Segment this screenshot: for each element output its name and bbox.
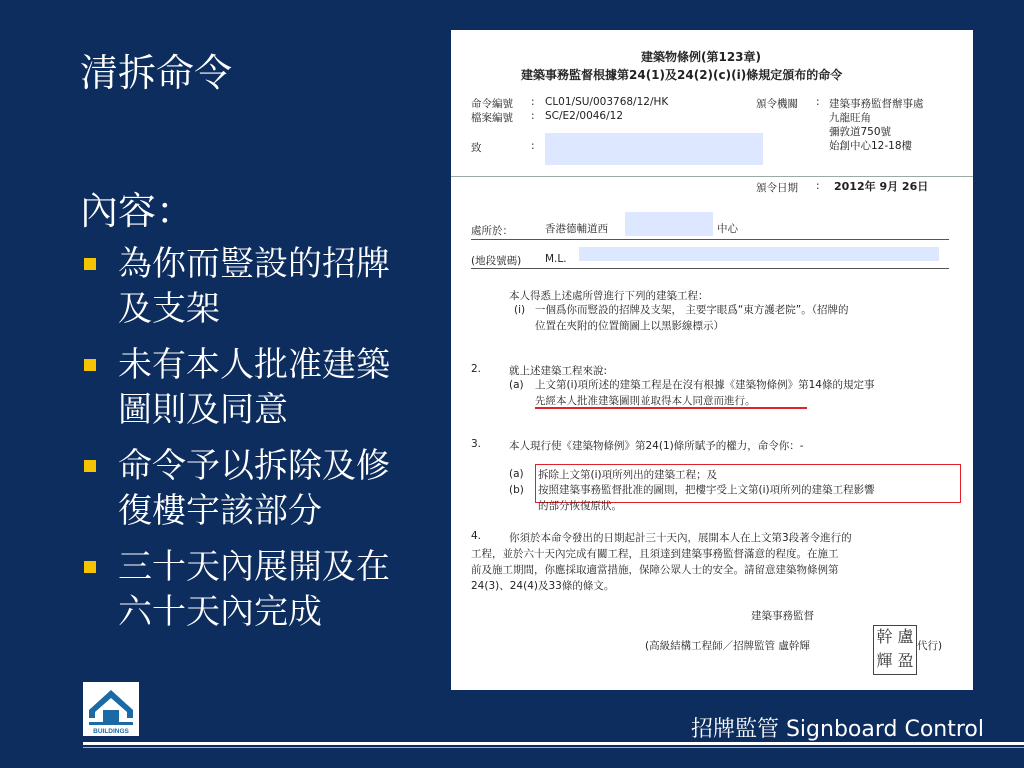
order-no-label: 命令編號 xyxy=(471,98,513,110)
to-label: 致 xyxy=(471,142,482,154)
redacted-lot-number xyxy=(579,247,939,261)
bullet-text: 未有本人批准建築圖則及同意 xyxy=(118,345,390,430)
doc-header-line1: 建築物條例(第123章) xyxy=(641,50,762,64)
para3-b-line1: 按照建築事務監督批准的圖則，把樓宇受上文第(i)項所列的建築工程影響 xyxy=(538,484,875,496)
signature-chop-stamp: 幹 盧 輝 盈 xyxy=(873,625,917,675)
para3-a-label: (a) xyxy=(509,468,524,480)
redacted-recipient xyxy=(545,133,763,165)
para1-i-line2: 位置在夾附的位置簡圖上以黑影線標示） xyxy=(535,320,724,332)
house-logo-icon xyxy=(83,682,139,736)
bullet-text: 為你而豎設的招牌及支架 xyxy=(118,244,390,329)
logo-text: BUILDINGS xyxy=(93,728,129,735)
slide-title: 清拆命令 xyxy=(80,51,233,95)
file-no-label: 檔案編號 xyxy=(471,112,513,124)
issuer-line: 始創中心12-18樓 xyxy=(829,140,913,152)
bullet-item xyxy=(82,444,412,534)
lot-value: M.L. xyxy=(545,253,567,265)
bullet-item xyxy=(82,343,412,433)
footer-title: 招牌監管 Signboard Control xyxy=(690,717,984,742)
para1-i-line1: 一個爲你而豎設的招牌及支架， 主要字眼爲“東方護老院”。（招牌的 xyxy=(535,304,849,316)
location-value: 香港德輔道西 xyxy=(545,223,608,235)
para4-line1: 你須於本命令發出的日期起計三十天內，展開本人在上文第3段著令進行的 xyxy=(509,532,852,544)
bullet-square-icon xyxy=(84,561,96,573)
para2-intro: 就上述建築工程來說: xyxy=(509,365,608,377)
para4-line4: 24(3)、24(4)及33條的條文。 xyxy=(471,580,615,592)
bullet-list xyxy=(82,242,412,646)
scanned-order-document: 建築物條例(第123章) 建築事務監督根據第24(1)及24(2)(c)(i)條規定頒布的命令 命令編號 : CL01/SU/003768/12/HK 檔案編號 : SC/E2/0046/12 致 : 頒令機關 : 建築事務監督辦事處 九龍旺角 彌敦道750號 始創中心12-18樓 頒令日期 : 2012年 9月 26日 處所於： 香港德輔道西 中心 (地段號碼) M.L. 本人得悉上述處所曾進行下列的建築工程： (i) 一個爲你而豎設的招牌及支架， 主要字眼爲“東方護老院”。（招牌的 位置在夾附的位置簡圖上以黑影線標示） 2. 就上述建築工程來說: (a) 上文第(i)項所述的建築工程是在沒有根據《建築物條例》第14條的規定事 先經本人批准建築圖則並取得本人同意而進行。 3. 本人現行使《建築物條例》第24(1)條所賦予的權力，命令你：- (a) 拆除上文第(i)項所列出的建築工程；及 (b) 按照建築事務監督批准的圖則，把樓宇受上文第(i)項所列的建築工程影響 的部分恢復原狀。 4. 你須於本命令發出的日期起計三十天內，展開本人在上文第3段著令進行的 工程，並於六十天內完成有關工程，且須達到建築事務監督滿意的程度。在施工 前及施工期間，你應採取適當措施，保障公眾人士的安全。請留意建築物條例第 24(3)、24(4)及33條的條文。 建築事務監督 (高級結構工程師／招牌監管 盧幹輝 幹 盧 輝 盈 代行) xyxy=(451,30,973,690)
para2-number: 2. xyxy=(471,363,482,375)
para3-a-text: 拆除上文第(i)項所列出的建築工程；及 xyxy=(538,469,718,481)
para2-a-label: (a) xyxy=(509,379,524,391)
para3-b-line2: 的部分恢復原狀。 xyxy=(538,500,622,512)
buildings-department-logo xyxy=(83,682,139,736)
issuer-label: 頒令機關 xyxy=(756,98,798,110)
para1-i-label: (i) xyxy=(514,304,526,316)
doc-header-line2: 建築事務監督根據第24(1)及24(2)(c)(i)條規定頒布的命令 xyxy=(521,68,843,82)
bullet-square-icon xyxy=(84,460,96,472)
signature-title: 建築事務監督 xyxy=(751,610,814,622)
bullet-square-icon xyxy=(84,258,96,270)
para1-intro: 本人得悉上述處所曾進行下列的建築工程： xyxy=(509,290,709,302)
para2-a-line2: 先經本人批准建築圖則並取得本人同意而進行。 xyxy=(535,395,756,407)
footer-rule-thin xyxy=(83,747,1024,748)
para3-b-label: (b) xyxy=(509,484,524,496)
para3-intro: 本人現行使《建築物條例》第24(1)條所賦予的權力，命令你：- xyxy=(509,440,804,452)
redacted-building-name xyxy=(625,212,713,236)
para4-line2: 工程，並於六十天內完成有關工程，且須達到建築事務監督滿意的程度。在施工 xyxy=(471,548,839,560)
bullet-item xyxy=(82,242,412,332)
issuer-line: 建築事務監督辦事處 xyxy=(829,98,924,110)
order-no-value: CL01/SU/003768/12/HK xyxy=(545,96,669,108)
issuer-line: 彌敦道750號 xyxy=(829,126,892,138)
lot-label: (地段號碼) xyxy=(471,255,522,267)
location-suffix: 中心 xyxy=(717,223,738,235)
footer-rule xyxy=(83,742,1024,745)
bullet-item xyxy=(82,545,412,635)
para4-line3: 前及施工期間，你應採取適當措施，保障公眾人士的安全。請留意建築物條例第 xyxy=(471,564,839,576)
issuer-line: 九龍旺角 xyxy=(829,112,871,124)
date-value: 2012年 9月 26日 xyxy=(834,180,929,193)
bullet-square-icon xyxy=(84,359,96,371)
red-underline-highlight xyxy=(535,407,807,409)
signature-line-left: (高級結構工程師／招牌監管 盧幹輝 xyxy=(645,640,810,652)
para3-number: 3. xyxy=(471,438,482,450)
location-label: 處所於： xyxy=(471,225,513,237)
content-label: 內容： xyxy=(80,189,195,233)
para2-a-line1: 上文第(i)項所述的建築工程是在沒有根據《建築物條例》第14條的規定事 xyxy=(535,379,875,391)
date-label: 頒令日期 xyxy=(756,182,798,194)
signature-line-right: 代行) xyxy=(917,640,943,652)
bullet-text: 三十天內展開及在六十天內完成 xyxy=(118,547,390,632)
file-no-value: SC/E2/0046/12 xyxy=(545,110,624,122)
bullet-text: 命令予以拆除及修復樓宇該部分 xyxy=(118,446,390,531)
para4-number: 4. xyxy=(471,530,482,542)
